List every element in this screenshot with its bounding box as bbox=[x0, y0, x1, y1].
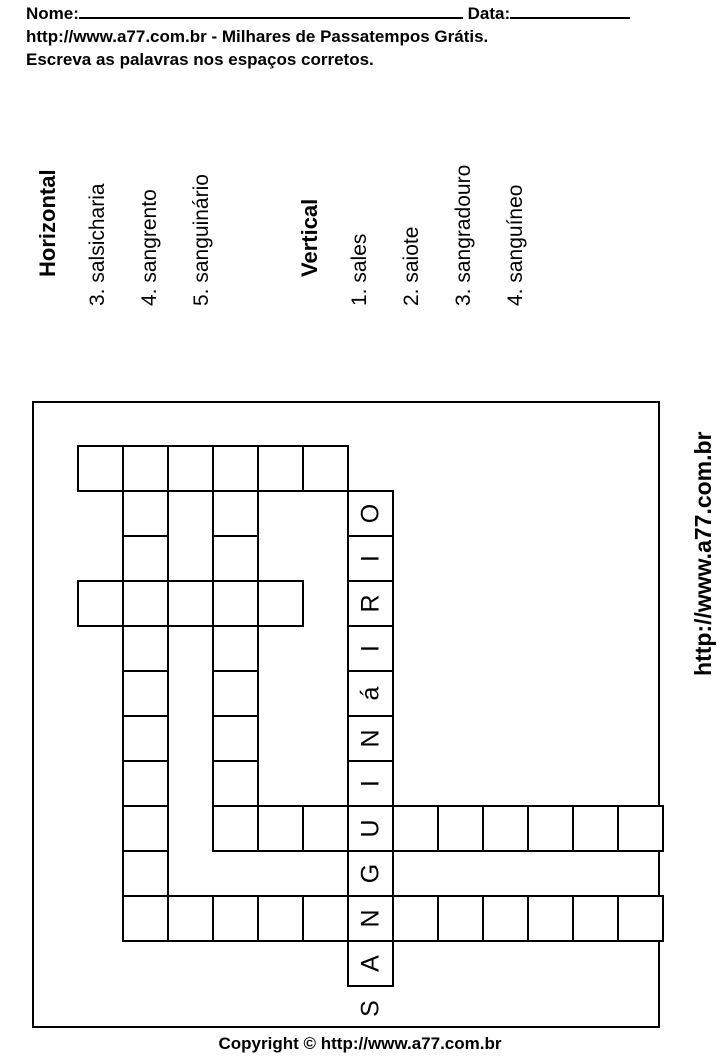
grid-letter: G bbox=[356, 863, 385, 884]
grid-cell[interactable] bbox=[123, 671, 168, 716]
grid-letter: N bbox=[356, 909, 385, 928]
grid-cell[interactable] bbox=[438, 896, 483, 941]
grid-cell[interactable] bbox=[258, 581, 303, 626]
grid-letter: S bbox=[356, 1000, 385, 1017]
side-url: http://www.a77.com.br bbox=[690, 431, 716, 676]
vertical-clue-1: 1. sales bbox=[348, 233, 371, 306]
grid-cell[interactable] bbox=[213, 536, 258, 581]
grid-cell[interactable] bbox=[78, 581, 123, 626]
grid-cell[interactable] bbox=[483, 896, 528, 941]
grid-cell[interactable] bbox=[123, 806, 168, 851]
horizontal-title: Horizontal bbox=[35, 169, 60, 277]
grid-cell[interactable] bbox=[123, 446, 168, 491]
grid-cell[interactable] bbox=[258, 896, 303, 941]
grid-cell[interactable] bbox=[573, 896, 618, 941]
grid-cell[interactable] bbox=[168, 446, 213, 491]
grid-cell[interactable] bbox=[618, 806, 663, 851]
grid-cell[interactable] bbox=[213, 491, 258, 536]
vertical-clue-4: 4. sanguíneo bbox=[504, 184, 527, 306]
date-label: Data: bbox=[467, 4, 511, 23]
grid-cell[interactable] bbox=[528, 806, 573, 851]
grid-letter: A bbox=[356, 955, 385, 972]
grid-cell[interactable] bbox=[258, 446, 303, 491]
grid-cell[interactable] bbox=[123, 491, 168, 536]
instruction: Escreva as palavras nos espaços corretos. bbox=[26, 50, 374, 69]
grid-letter: I bbox=[356, 645, 385, 652]
grid-cell[interactable] bbox=[303, 806, 348, 851]
copyright: Copyright © http://www.a77.com.br bbox=[218, 1034, 502, 1053]
grid-cell[interactable] bbox=[213, 896, 258, 941]
horizontal-clue-4: 4. sangrento bbox=[138, 189, 161, 306]
grid-cell[interactable] bbox=[213, 716, 258, 761]
grid-cell[interactable] bbox=[213, 446, 258, 491]
grid-cell[interactable] bbox=[303, 896, 348, 941]
grid-cell[interactable] bbox=[213, 761, 258, 806]
site-line: http://www.a77.com.br - Milhares de Passatempos Grátis. bbox=[26, 27, 489, 46]
grid-cell[interactable] bbox=[213, 806, 258, 851]
grid-cell[interactable] bbox=[123, 851, 168, 896]
horizontal-clue-5: 5. sanguinário bbox=[190, 174, 213, 306]
grid-cell[interactable] bbox=[213, 671, 258, 716]
horizontal-clue-3: 3. salsicharia bbox=[86, 183, 109, 306]
vertical-title: Vertical bbox=[297, 198, 322, 277]
grid-cell[interactable] bbox=[123, 626, 168, 671]
grid-cell[interactable] bbox=[528, 896, 573, 941]
grid-letter: I bbox=[356, 780, 385, 787]
grid-cell[interactable] bbox=[618, 896, 663, 941]
grid-cell[interactable] bbox=[123, 716, 168, 761]
grid-cell[interactable] bbox=[78, 446, 123, 491]
grid-cell[interactable] bbox=[303, 446, 348, 491]
grid-letter: N bbox=[356, 729, 385, 748]
grid-letter: R bbox=[356, 594, 385, 613]
name-label: Nome: bbox=[26, 4, 79, 23]
grid-cell[interactable] bbox=[168, 581, 213, 626]
grid-cell[interactable] bbox=[213, 626, 258, 671]
vertical-clue-2: 2. saiote bbox=[400, 226, 423, 306]
grid-cell[interactable] bbox=[483, 806, 528, 851]
grid-cell[interactable] bbox=[123, 761, 168, 806]
grid-cell[interactable] bbox=[393, 806, 438, 851]
grid-letter: I bbox=[356, 555, 385, 562]
grid-cell[interactable] bbox=[258, 806, 303, 851]
grid-cell[interactable] bbox=[213, 581, 258, 626]
grid-letter: á bbox=[356, 686, 385, 701]
grid-cell[interactable] bbox=[123, 581, 168, 626]
grid-letter: U bbox=[356, 819, 385, 838]
grid-cell[interactable] bbox=[573, 806, 618, 851]
grid-cell[interactable] bbox=[123, 896, 168, 941]
grid-cell[interactable] bbox=[393, 896, 438, 941]
grid-cell[interactable] bbox=[168, 896, 213, 941]
vertical-clue-3: 3. sangradouro bbox=[452, 164, 475, 306]
grid-cell[interactable] bbox=[123, 536, 168, 581]
grid-letter: O bbox=[356, 503, 385, 524]
grid-cell[interactable] bbox=[438, 806, 483, 851]
